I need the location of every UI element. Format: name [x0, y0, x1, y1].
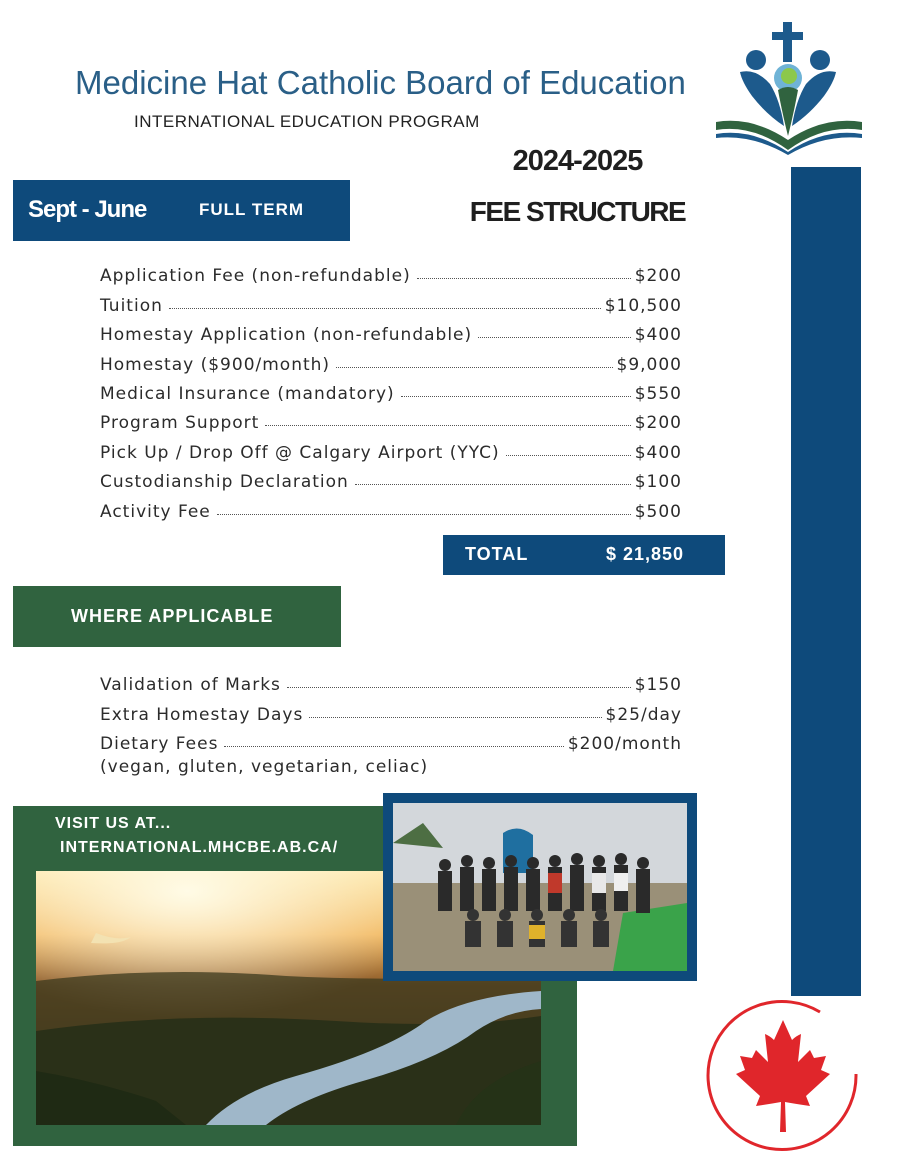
dotted-leader: [506, 455, 631, 456]
website-link[interactable]: INTERNATIONAL.MHCBE.AB.CA/: [60, 839, 339, 856]
fee-name: Application Fee (non-refundable): [100, 266, 411, 287]
dotted-leader: [478, 337, 631, 338]
dotted-leader: [336, 367, 612, 368]
fee-name: Program Support: [100, 413, 260, 434]
total-value: $ 21,850: [606, 544, 685, 564]
fee-row: [100, 375, 682, 404]
board-logo: [712, 20, 866, 155]
fee-name: Medical Insurance (mandatory): [100, 383, 395, 404]
fee-row: [100, 316, 682, 345]
term-dates: Sept - June: [28, 196, 147, 223]
fee-list: [100, 257, 682, 522]
org-name: Medicine Hat Catholic Board of Education: [75, 64, 686, 101]
extra-fee-row: [100, 666, 682, 695]
fee-amount: $150: [634, 675, 682, 696]
fee-name: Homestay ($900/month): [100, 354, 331, 375]
dotted-leader: [265, 425, 630, 426]
dotted-leader: [401, 396, 631, 397]
dotted-leader: [309, 717, 601, 718]
fee-row: [100, 463, 682, 492]
visit-heading: VISIT US AT...: [55, 815, 172, 832]
fee-row: [100, 433, 682, 462]
dotted-leader: [224, 746, 563, 747]
total-box: [443, 535, 725, 575]
fee-amount: $10,500: [604, 295, 682, 316]
total-label: TOTAL: [465, 544, 529, 564]
where-applicable-label: WHERE APPLICABLE: [71, 606, 274, 626]
extra-fee-row: [100, 725, 682, 754]
fee-amount: $400: [634, 442, 682, 463]
extra-fee-list: [100, 666, 682, 754]
dotted-leader: [287, 687, 631, 688]
fee-name: Custodianship Declaration: [100, 472, 349, 493]
fee-amount: $400: [634, 325, 682, 346]
fee-name: Pick Up / Drop Off @ Calgary Airport (YYC): [100, 442, 500, 463]
fee-row: [100, 345, 682, 374]
fee-amount: $200/month: [567, 734, 682, 755]
where-applicable-banner: [13, 586, 341, 647]
document-title: FEE STRUCTURE: [469, 196, 686, 227]
fee-amount: $200: [634, 413, 682, 434]
maple-leaf-icon: [702, 998, 864, 1160]
fee-row: [100, 492, 682, 521]
fee-row: [100, 286, 682, 315]
dotted-leader: [169, 308, 601, 309]
group-photo-frame: [383, 793, 697, 981]
fee-name: Dietary Fees: [100, 734, 219, 755]
fee-name: Extra Homestay Days: [100, 704, 304, 725]
fee-name: Homestay Application (non-refundable): [100, 325, 473, 346]
program-name: INTERNATIONAL EDUCATION PROGRAM: [134, 112, 480, 131]
dotted-leader: [417, 278, 631, 279]
fee-name: Validation of Marks: [100, 675, 281, 696]
fee-amount: $200: [634, 266, 682, 287]
fee-name: Tuition: [100, 295, 163, 316]
school-year: 2024-2025: [512, 145, 643, 177]
fee-row: [100, 404, 682, 433]
fee-amount: $9,000: [616, 354, 682, 375]
fee-row: [100, 257, 682, 286]
fee-amount: $500: [634, 501, 682, 522]
dotted-leader: [217, 514, 631, 515]
dotted-leader: [355, 484, 631, 485]
dietary-note: (vegan, gluten, vegetarian, celiac): [100, 757, 429, 777]
fee-name: Activity Fee: [100, 501, 211, 522]
term-label: FULL TERM: [199, 200, 305, 219]
term-banner: [13, 180, 350, 241]
decorative-side-bar: [791, 167, 861, 996]
fee-amount: $100: [634, 472, 682, 493]
extra-fee-row: [100, 695, 682, 724]
fee-amount: $25/day: [605, 704, 682, 725]
fee-amount: $550: [634, 383, 682, 404]
student-group-photo: [393, 803, 687, 971]
